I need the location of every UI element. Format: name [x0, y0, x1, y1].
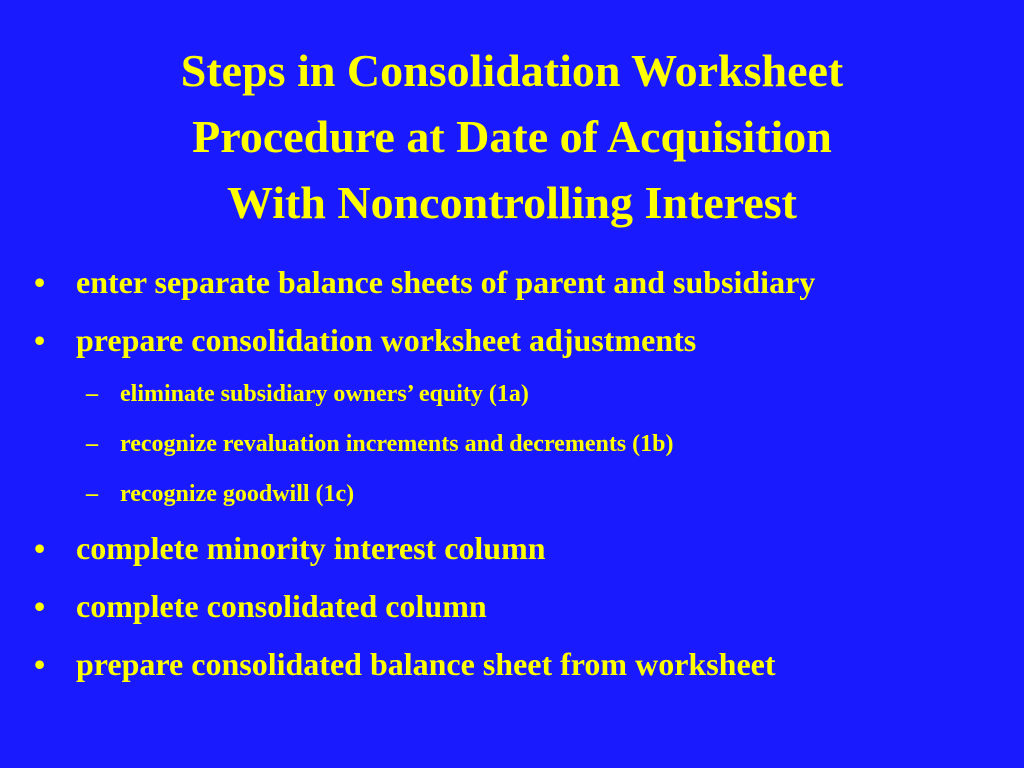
bullet-item [34, 644, 994, 684]
title-line: Procedure at Date of Acquisition [192, 111, 832, 162]
title-line: Steps in Consolidation Worksheet [180, 45, 844, 96]
bullet-text: prepare consolidation worksheet adjustments [76, 322, 697, 358]
sub-bullet-text: recognize goodwill (1c) [120, 481, 355, 507]
bullet-list [34, 262, 994, 684]
sub-bullet-item [34, 378, 994, 410]
bullet-text: enter separate balance sheets of parent and subsidiary [76, 264, 816, 300]
slide-title [0, 38, 1024, 236]
bullet-text: complete consolidated column [76, 588, 487, 624]
dash-marker: – [86, 481, 98, 507]
bullet-marker: • [34, 646, 46, 682]
bullet-marker: • [34, 588, 46, 624]
dash-marker: – [86, 431, 98, 457]
bullet-item [34, 586, 994, 626]
bullet-marker: • [34, 322, 46, 358]
title-line: With Noncontrolling Interest [227, 177, 797, 228]
bullet-marker: • [34, 530, 46, 566]
sub-bullet-item [34, 428, 994, 460]
dash-marker: – [86, 381, 98, 407]
sub-bullet-text: eliminate subsidiary owners’ equity (1a) [120, 381, 529, 407]
bullet-item [34, 528, 994, 568]
sub-bullet-text: recognize revaluation increments and decrements (1b) [120, 431, 674, 457]
bullet-text: prepare consolidated balance sheet from worksheet [76, 646, 776, 682]
bullet-item [34, 320, 994, 360]
bullet-marker: • [34, 264, 46, 300]
bullet-text: complete minority interest column [76, 530, 546, 566]
bullet-item [34, 262, 994, 302]
sub-bullet-item [34, 478, 994, 510]
